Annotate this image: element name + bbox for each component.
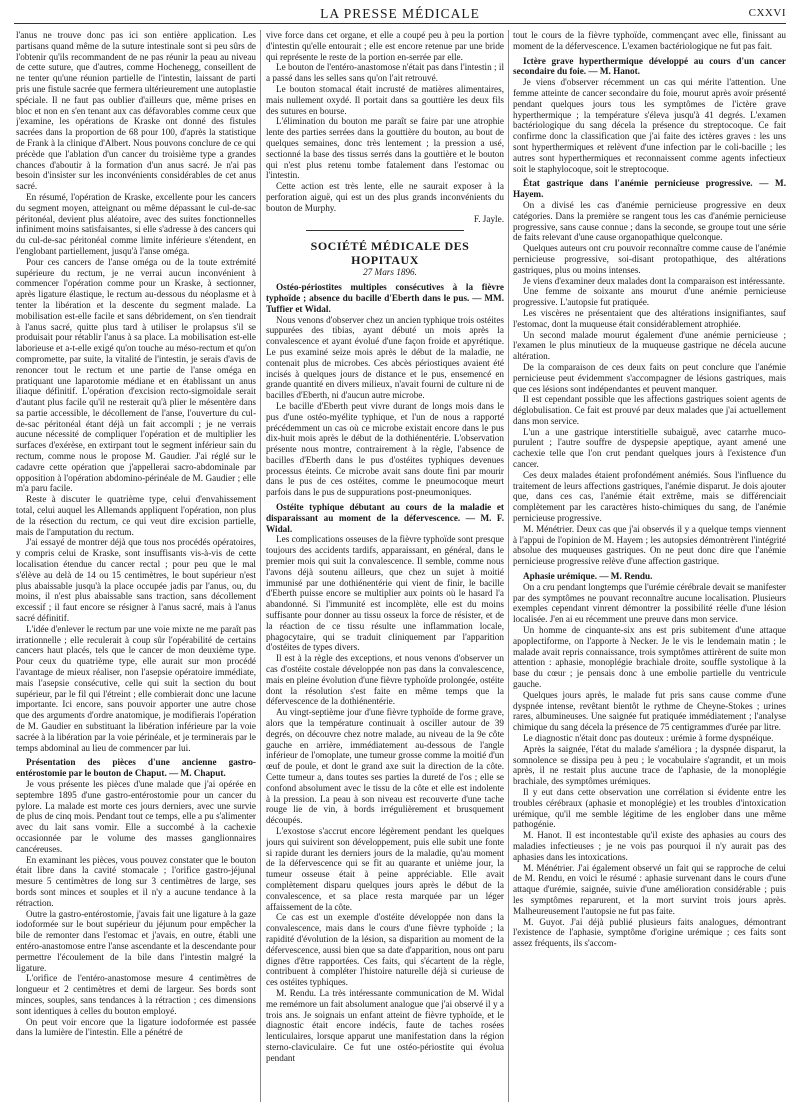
paragraph: Je vous présente les pièces d'une malade que j'ai opérée en septembre 1895 d'une gastro-entérostomie pour un cancer du pylore. La malade est morte ces jours derniers, avec une survie de plus de cinq mois. Pendant tout ce temps, elle a pu s'alimenter avec du lait sans vomir. Elle a succombé à la cachexie occasionnée par le volume des masses ganglionnaires cancéreuses. xyxy=(16,778,256,854)
paragraph: Un homme de cinquante-six ans est pris subitement d'une attaque apoplectiforme, on l'apporte à Necker. Je le vis le lendemain matin ; le malade avait repris connaissance, trois symptômes attirèrent de suite mon attention : aphasie, monoplégie brachiale droite, souffle systolique à la base du cœur ; je pensais donc à une embolie partielle du ventricule gauche. xyxy=(513,625,786,690)
paragraph: Les complications osseuses de la fièvre typhoïde sont presque toujours des accidents tardifs, apparaissant, en général, dans le premier mois qui suit la convalescence. Il semble, comme nous l'avons déjà soutenu ailleurs, que chez un sujet à moitié immunisé par une dothiénentérie qui vient de finir, le bacille d'Eberth puisse encore se multiplier aux points où le hasard l'a abandonné. Si l'immunité est incomplète, elle est du moins suffisante pour donner au tissu osseux la force de résister, et de la réaction de ce tissu résulte une inflammation locale, phagocytaire, qui se traduit cliniquement par l'apparition d'ostéites de types divers. xyxy=(266,534,504,653)
paragraph: Le bouton stomacal était incrusté de matières alimentaires, mais nullement oxydé. Il portait dans sa gouttière les deux fils des sutures en bourse. xyxy=(266,83,504,116)
section-title: SOCIÉTÉ MÉDICALE DES HOPITAUX xyxy=(310,239,470,268)
paragraph: tout le cours de la fièvre typhoïde, commençant avec elle, finissant au moment de la défervescence. L'examen bactériologique ne fut pas fait. xyxy=(513,30,786,51)
column-divider xyxy=(260,30,261,1102)
article-heading: Ostéo-périostites multiples consécutives à la fièvre typhoïde ; absence du bacille d'Eberth dans le pus. — MM. Tuffier et Widal. xyxy=(266,282,504,314)
paragraph: Cette action est très lente, elle ne saurait exposer à la perforation aiguë, qui est un des plus grands inconvénients du bouton de Murphy. xyxy=(266,181,504,213)
paragraph: En résumé, l'opération de Kraske, excellente pour les cancers du segment moyen, atteignant ou même dépassant le cul-de-sac péritonéal, devient plus aléatoire, avec des suites fonctionnelles infiniment moins satisfaisantes, si elle s'adresse à des cancers qui du cul-de-sac péritonéal comme limite inférieure s'étendent, en l'englobant partiellement, jusqu'à l'anse oméga. xyxy=(16,191,256,256)
paragraph: L'un a une gastrique interstitielle subaiguë, avec catarrhe muco-purulent ; l'autre souffre de dyspepsie apeptique, ayant amené une cachexie telle que l'on crut pendant quelques jours à l'existence d'un cancer. xyxy=(513,426,786,470)
column-1 xyxy=(16,30,256,1102)
paragraph: Ces deux malades étaient profondément anémiés. Sous l'influence du traitement de leurs affections gastriques, l'anémie disparut. Je dois ajouter que, dans ces cas, l'anémie était extrême, mais se différenciait complètement par les caractères histo-chimiques du sang, de l'anémie pernicieuse progressive. xyxy=(513,469,786,524)
article-heading: Aphasie urémique. — M. Rendu. xyxy=(523,571,653,582)
paragraph: On a divisé les cas d'anémie pernicieuse progressive en deux catégories. Dans la première se rangent tous les cas d'anémie pernicieuse progressive, sans cause connue ; dans la seconde, se groupe tout une série de faits relevant d'une cause organopathique quelconque. xyxy=(513,199,786,243)
paragraph: En examinant les pièces, vous pouvez constater que le bouton était libre dans la cavité stomacale ; l'orifice gastro-jéjunal mesure 5 centimètres de long sur 3 centimètres de large, ses bords sont minces et souples et il n'y a aucune tendance à la rétraction. xyxy=(16,854,256,908)
article-heading: État gastrique dans l'anémie pernicieuse progressive. — M. Hayem. xyxy=(513,178,786,200)
paragraph: Quelques jours après, le malade fut pris sans cause comme d'une dyspnée intense, revêtant bientôt le rythme de Cheyne-Stokes ; urines rares, albumineuses. Une saignée fut pratiquée immédiatement ; l'analyse chimique du sang décela la présence de 75 centigrammes d'urée par litre. xyxy=(513,689,786,733)
paragraph: M. Guyot. J'ai déjà publié plusieurs faits analogues, démontrant l'existence de l'aphasie, symptôme d'origine urémique ; ces faits sont assez fréquents, ils s'accom- xyxy=(513,916,786,949)
article-heading: Ostéite typhique débutant au cours de la maladie et disparaissant au moment de la défervescence. — M. F. Widal. xyxy=(266,502,504,534)
paragraph: Outre la gastro-entérostomie, j'avais fait une ligature à la gaze iodoformée sur le bout supérieur du jéjunum pour empêcher la bile de remonter dans l'estomac et j'avais, en outre, établi une entéro-anastomose entre l'anse ascendante et la descendante pour permettre l'écoulement de la bile dans l'intestin malgré la ligature. xyxy=(16,908,256,973)
paragraph: L'exostose s'accrut encore légèrement pendant les quelques jours qui suivirent son développement, puis elle subit une fonte si rapide durant les derniers jours de la maladie, qu'au moment de la défervescence qui se fit au quarante et unième jour, la tumeur osseuse était à peine appréciable. Elle avait complètement disparu quelques jours après le début de la convalescence, et sa place resta marquée par un léger affaissement de la côte. xyxy=(266,825,504,912)
paragraph: M. Ménétrier. J'ai également observé un fait qui se rapproche de celui de M. Rendu, en voici le résumé : aphasie survenant dans le cours d'une attaque d'urémie, saignée, suivie d'une amélioration considérable ; puis les symptômes reparurent, et la mort survint trois jours après. Malheureusement l'autopsie ne fut pas faite. xyxy=(513,862,786,916)
column-divider xyxy=(508,30,509,1102)
paragraph: M. Rendu. La très intéressante communication de M. Widal me remémore un fait absolument analogue que j'ai observé il y a trois ans. Je soignais un enfant atteint de fièvre typhoïde, et le diagnostic était encore indécis, faute de taches rosées lenticulaires, lorsque apparut une manifestation dans la région sterno-claviculaire. Ce fut une ostéo-périostite qui évolua pendant xyxy=(266,987,504,1063)
paragraph: Reste à discuter le quatrième type, celui d'envahissement total, celui auquel les Allemands appliquent l'opération, non plus de la résection du rectum, ce qui veut dire excision partielle, mais de l'amputation du rectum. xyxy=(16,494,256,537)
paragraph: Un second malade mourut également d'une anémie pernicieuse ; l'examen le plus minutieux de la muqueuse gastrique ne décela aucune altération. xyxy=(513,329,786,362)
paragraph: Le bacille d'Eberth peut vivre durant de longs mois dans le pus d'une ostéo-myélite typhique, et l'un de nous a rapporté précédemment un cas où ce microbe existait encore dans le pus dix-huit mois après le début de la dothiénentérie. L'observation présente nous montre, contrairement à la règle, l'absence de bacilles d'Eberth dans le pus d'ostéites typhiques devenues processus éteints. Ce microbe avait sans doute fini par mourir dans le pus de ces ostéites, comme le pneumocoque meurt parfois dans le pus de suppurations post-pneumoniques. xyxy=(266,400,504,498)
paragraph: Il y eut dans cette observation une corrélation si évidente entre les troubles cérébraux (aphasie et monoplégie) et les troubles d'intoxication urémique, qu'il me semble légitime de les englober dans une même pathogénie. xyxy=(513,786,786,830)
article-heading: Présentation des pièces d'une ancienne gastro-entérostomie par le bouton de Chaput. — M. Chaput. xyxy=(16,757,256,779)
paragraph: On peut voir encore que la ligature iodoformée est passée dans la lumière de l'intestin. Elle a pénétré de xyxy=(16,1016,256,1038)
journal-title: LA PRESSE MÉDICALE xyxy=(320,6,480,21)
paragraph: Une femme de soixante ans mourut d'une anémie pernicieuse progressive. L'autopsie fut pratiquée. xyxy=(513,286,786,308)
paragraph: Je viens d'observer récemment un cas qui mérite l'attention. Une femme atteinte de cancer secondaire du foie, mourut après avoir présenté pendant quelques jours tous les symptômes de l'ictère grave hyperthermique ; la température s'éleva jusqu'à 41 degrés. L'examen bactériologique du sang décela la présence du streptocoque. Ce fait confirme donc la classification que j'ai faite des ictères graves : les uns sont hyperthermiques et relèvent d'une infection par le coli-bacille ; les autres sont hyperthermiques et reconnaissent comme agents infectieux soit le staphylocoque, soit le streptocoque. xyxy=(513,77,786,174)
paragraph: L'idée d'enlever le rectum par une voie mixte ne me paraît pas irrationnelle ; elle reculerait à coup sûr l'opérabilité de certains cancers haut placés, tels que le cancer de mon deuxième type. Pour ceux du quatrième type, elle aurait sur mon procédé l'avantage de mieux réaliser, non l'asepsie opératoire immédiate, mais l'asepsie consécutive, celle qui suit la section du bout supérieur, par le fil qui l'étreint ; elle combierait donc une lacune importante. Ici encore, sans pouvoir apporter une autre chose que des arguments d'ordre anatomique, je modifierais l'opération de M. Gaudier en substituant la libération inférieure par la voie sacrée à la libération par la voie périnéale, et je terminerais par le temps abdominal au lieu de commencer par lui. xyxy=(16,623,256,753)
paragraph: Pour ces cancers de l'anse oméga ou de la toute extrémité supérieure du rectum, je ne verrai aucun inconvénient à commencer l'opération comme pour un Kraske, à sectionner, après ligature élastique, le rectum au-dessous du néoplasme et à tenter la libération et la descente du segment malade. La mobilisation est-elle facile et sans débridement, on s'en tiendrait à l'anus sacré, quitte plus tard à utiliser le prolapsus s'il se produisait pour rétablir l'anus à sa place. La mobilisation est-elle laborieuse et a-t-elle exigé qu'on touche au méso-rectum et qu'on compromette, par suite, la vitalité de l'intestin, je serais d'avis de renoncer tout le rectum et une partie de l'anse oméga en pratiquant une laparotomie médiane et en établissant un anus iliaque définitif. L'opération d'excision recto-sigmoïdale serait d'autant plus facile qu'il ne resterait qu'à plier le mésentère dans sa partie accessible, le décollement de l'anse, l'ouverture du cul-de-sac péritonéal étant déjà un fait accompli ; je ne verrais aucune nécessité de compliquer l'opération et de multiplier les surfaces d'exérèse, en extirpant tout le segment inférieur sain du rectum, comme nous le propose M. Gaudier. J'ai réglé sur le cadavre cette opération que j'appellerai sacro-abdominale par opposition à l'opération abdomino-périnéale de M. Gaudier ; elle m'a paru facile. xyxy=(16,256,256,494)
paragraph: M. Hanot. Il est incontestable qu'il existe des aphasies au cours des maladies infectieuses ; je ne vois pas pourquoi il n'y aurait pas des aphasies dans les intoxications. xyxy=(513,830,786,862)
paragraph: J'ai essayé de montrer déjà que tous nos procédés opératoires, y compris celui de Kraske, sont insuffisants vis-à-vis de cette localisation étendue du cancer rectal ; pour peu que le mal s'élève au delà de 14 ou 15 centimètres, le bout supérieur n'est plus abaissable jusqu'à la place occupée jadis par l'anus, ou, du moins, il n'est plus abaissable sans traction, sans décollement excessif ; il faut encore se résigner à l'anus sacré, mais à l'anus sacré définitif. xyxy=(16,537,256,624)
paragraph: M. Ménétrier. Deux cas que j'ai observés il y a quelque temps viennent à l'appui de l'opinion de M. Hayem ; les autopsies démontrèrent l'intégrité absolue des muqueuses gastriques. On ne peut donc dire que l'anémie pernicieuse progressive relève d'une affection gastrique. xyxy=(513,523,786,567)
paragraph: vive force dans cet organe, et elle a coupé peu à peu la portion d'intestin qu'elle entourait ; elle est encore retenue par une bride qui représente le reste de la portion en-serrée par elle. xyxy=(266,30,504,62)
paragraph: Je viens d'examiner deux malades dont la comparaison est intéressante. xyxy=(523,275,785,286)
author-signature: F. Jayle. xyxy=(473,213,504,224)
header-rule xyxy=(14,23,786,24)
paragraph: De la comparaison de ces deux faits on peut conclure que l'anémie pernicieuse peut évidemment s'accompagner de lésions gastriques, mais que ces lésions sont indépendantes et peuvent manquer. xyxy=(513,361,786,394)
paragraph: l'anus ne trouve donc pas ici son entière application. Les partisans quand même de la suture intestinale sont si peu sûrs de l'obtenir qu'ils recommandent de ne pas réunir la peau au niveau de cette suture, que d'autres, comme Hochenegg, conseillent de ne tenter qu'une réunion partielle de l'intestin, laissant de parti pris une fistule sacrée que fermera ultérieurement une autoplastie spéciale. Il ne faut pas oublier d'ailleurs que, même prises en bloc et non en s'en tenant aux cas défavorables comme ceux que j'examine, les opérations de Kraske ont donné des fistules sacrées dans la proportion de 68 pour 100, d'après la statistique de Frank à la clinique d'Albert. Nous pouvons conclure de ce qui précède que l'ablation d'un cancer du troisième type a grandes chances d'aboutir à la formation d'un anus sacré. Je n'ai pas besoin d'insister sur les inconvénients considérables de cet anus sacré. xyxy=(16,30,256,192)
paragraph: Ce cas est un exemple d'ostéite développée non dans la convalescence, mais dans le cours d'une fièvre typhoïde ; la rapidité d'évolution de la lésion, sa disparition au moment de la défervescence, aussi bien que sa date d'apparition, nous ont paru dignes d'être rapportées. Ces faits, qui s'écartent de la règle, contribuent à compléter l'histoire naturelle déjà si curieuse de ces ostéites typhiques. xyxy=(266,912,504,988)
paragraph: On a cru pendant longtemps que l'urémie cérébrale devait se manifester par des symptômes ne pouvant reconnaître aucune localisation. Plusieurs exemples cependant vinrent démontrer la possibilité réelle d'une lésion localisée. J'en ai eu récemment une preuve dans mon service. xyxy=(513,581,786,625)
paragraph: Le diagnostic n'était donc pas douteux : urémie à forme dyspnéique. xyxy=(523,733,774,743)
paragraph: Il est cependant possible que les affections gastriques soient agents de déglobulisation. Ce fait est prouvé par deux malades que j'ai actuellement dans mon service. xyxy=(513,394,786,426)
column-2 xyxy=(266,30,504,1102)
paragraph: Au vingt-septième jour d'une fièvre typhoïde de forme grave, alors que la température continuait à osciller autour de 39 degrés, on découvre chez notre malade, au niveau de la 9e côte gauche en arrière, immédiatement au-dessous de l'angle inférieur de l'omoplate, une tumeur grosse comme la moitié d'un œuf de poule, et dont le grand axe suit la direction de la côte. Cette tumeur a, dans toutes ses parties la dureté de l'os ; elle se confond absolument avec le tissu de la côte et elle est indolente à la pression. La peau à son niveau est recouverte d'une tache rouge lie de vin, à bords irrégulièrement et brusquement découpés. xyxy=(266,707,504,826)
page-number: CXXVI xyxy=(748,7,786,19)
paragraph: Quelques auteurs ont cru pouvoir reconnaître comme cause de l'anémie pernicieuse progressive, soi-disant protopathique, des altérations gastriques, plus ou moins intenses. xyxy=(513,243,786,275)
column-3 xyxy=(513,30,786,1102)
paragraph: L'orifice de l'entéro-anastomose mesure 4 centimètres de longueur et 2 centimètres et demi de largeur. Ses bords sont minces, souples, sans tendances à la rétraction ; ces dimensions sont identiques à celles du bouton employé. xyxy=(16,973,256,1016)
paragraph: Il est à la règle des exceptions, et nous venons d'observer un cas d'ostéite costale développée non pas dans la convalescence, mais en pleine évolution d'une fièvre typhoïde prolongée, ostéite dont la résolution s'est faite en même temps que la défervescence de la dothiénentérie. xyxy=(266,653,504,707)
page-header xyxy=(14,4,786,24)
article-heading: Ictère grave hyperthermique développé au cours d'un cancer secondaire du foie. — M. Hanot. xyxy=(513,55,786,77)
section-separator xyxy=(306,230,464,231)
section-date: 27 Mars 1896. xyxy=(363,267,417,278)
paragraph: Les viscères ne présentaient que des altérations insignifiantes, sauf l'estomac, dont la muqueuse était considérablement atrophiée. xyxy=(513,307,786,329)
paragraph: Le bouton de l'entéro-anastomose n'était pas dans l'intestin ; il a passé dans les selles sans qu'on l'ait retrouvé. xyxy=(266,62,504,84)
paragraph: Après la saignée, l'état du malade s'améliora ; la dyspnée disparut, la somnolence se dissipa peu à peu ; le vocabulaire s'agrandit, et un mois après, il ne restait plus aucune trace de l'aphasie, de la monoplégie brachiale, des symptômes urémiques. xyxy=(513,743,786,787)
paragraph: Nous venons d'observer chez un ancien typhique trois ostéites suppurées des tibias, ayant débuté un mois après la convalescence et ayant évolué d'une façon froide et apyrétique. Le pus examiné seize mois après le début de la maladie, ne contenait plus de microbes. Ces abcès périostiques avaient été incisés à quelques jours de distance et le pus, ensemencé en grande quantité en divers milieux, n'avait fourni de culture ni de bacilles d'Eberth, ni d'aucun autre microbe. xyxy=(266,314,504,401)
paragraph: L'élimination du bouton me paraît se faire par une atrophie lente des parties serrées dans la gouttière du bouton, au bout de quelques semaines, donc très lentement ; la pression a usé, sectionné la base des tissus serrés dans la gouttière et le bouton qui n'est plus retenu tombe fatalement dans l'estomac ou l'intestin. xyxy=(266,116,504,181)
